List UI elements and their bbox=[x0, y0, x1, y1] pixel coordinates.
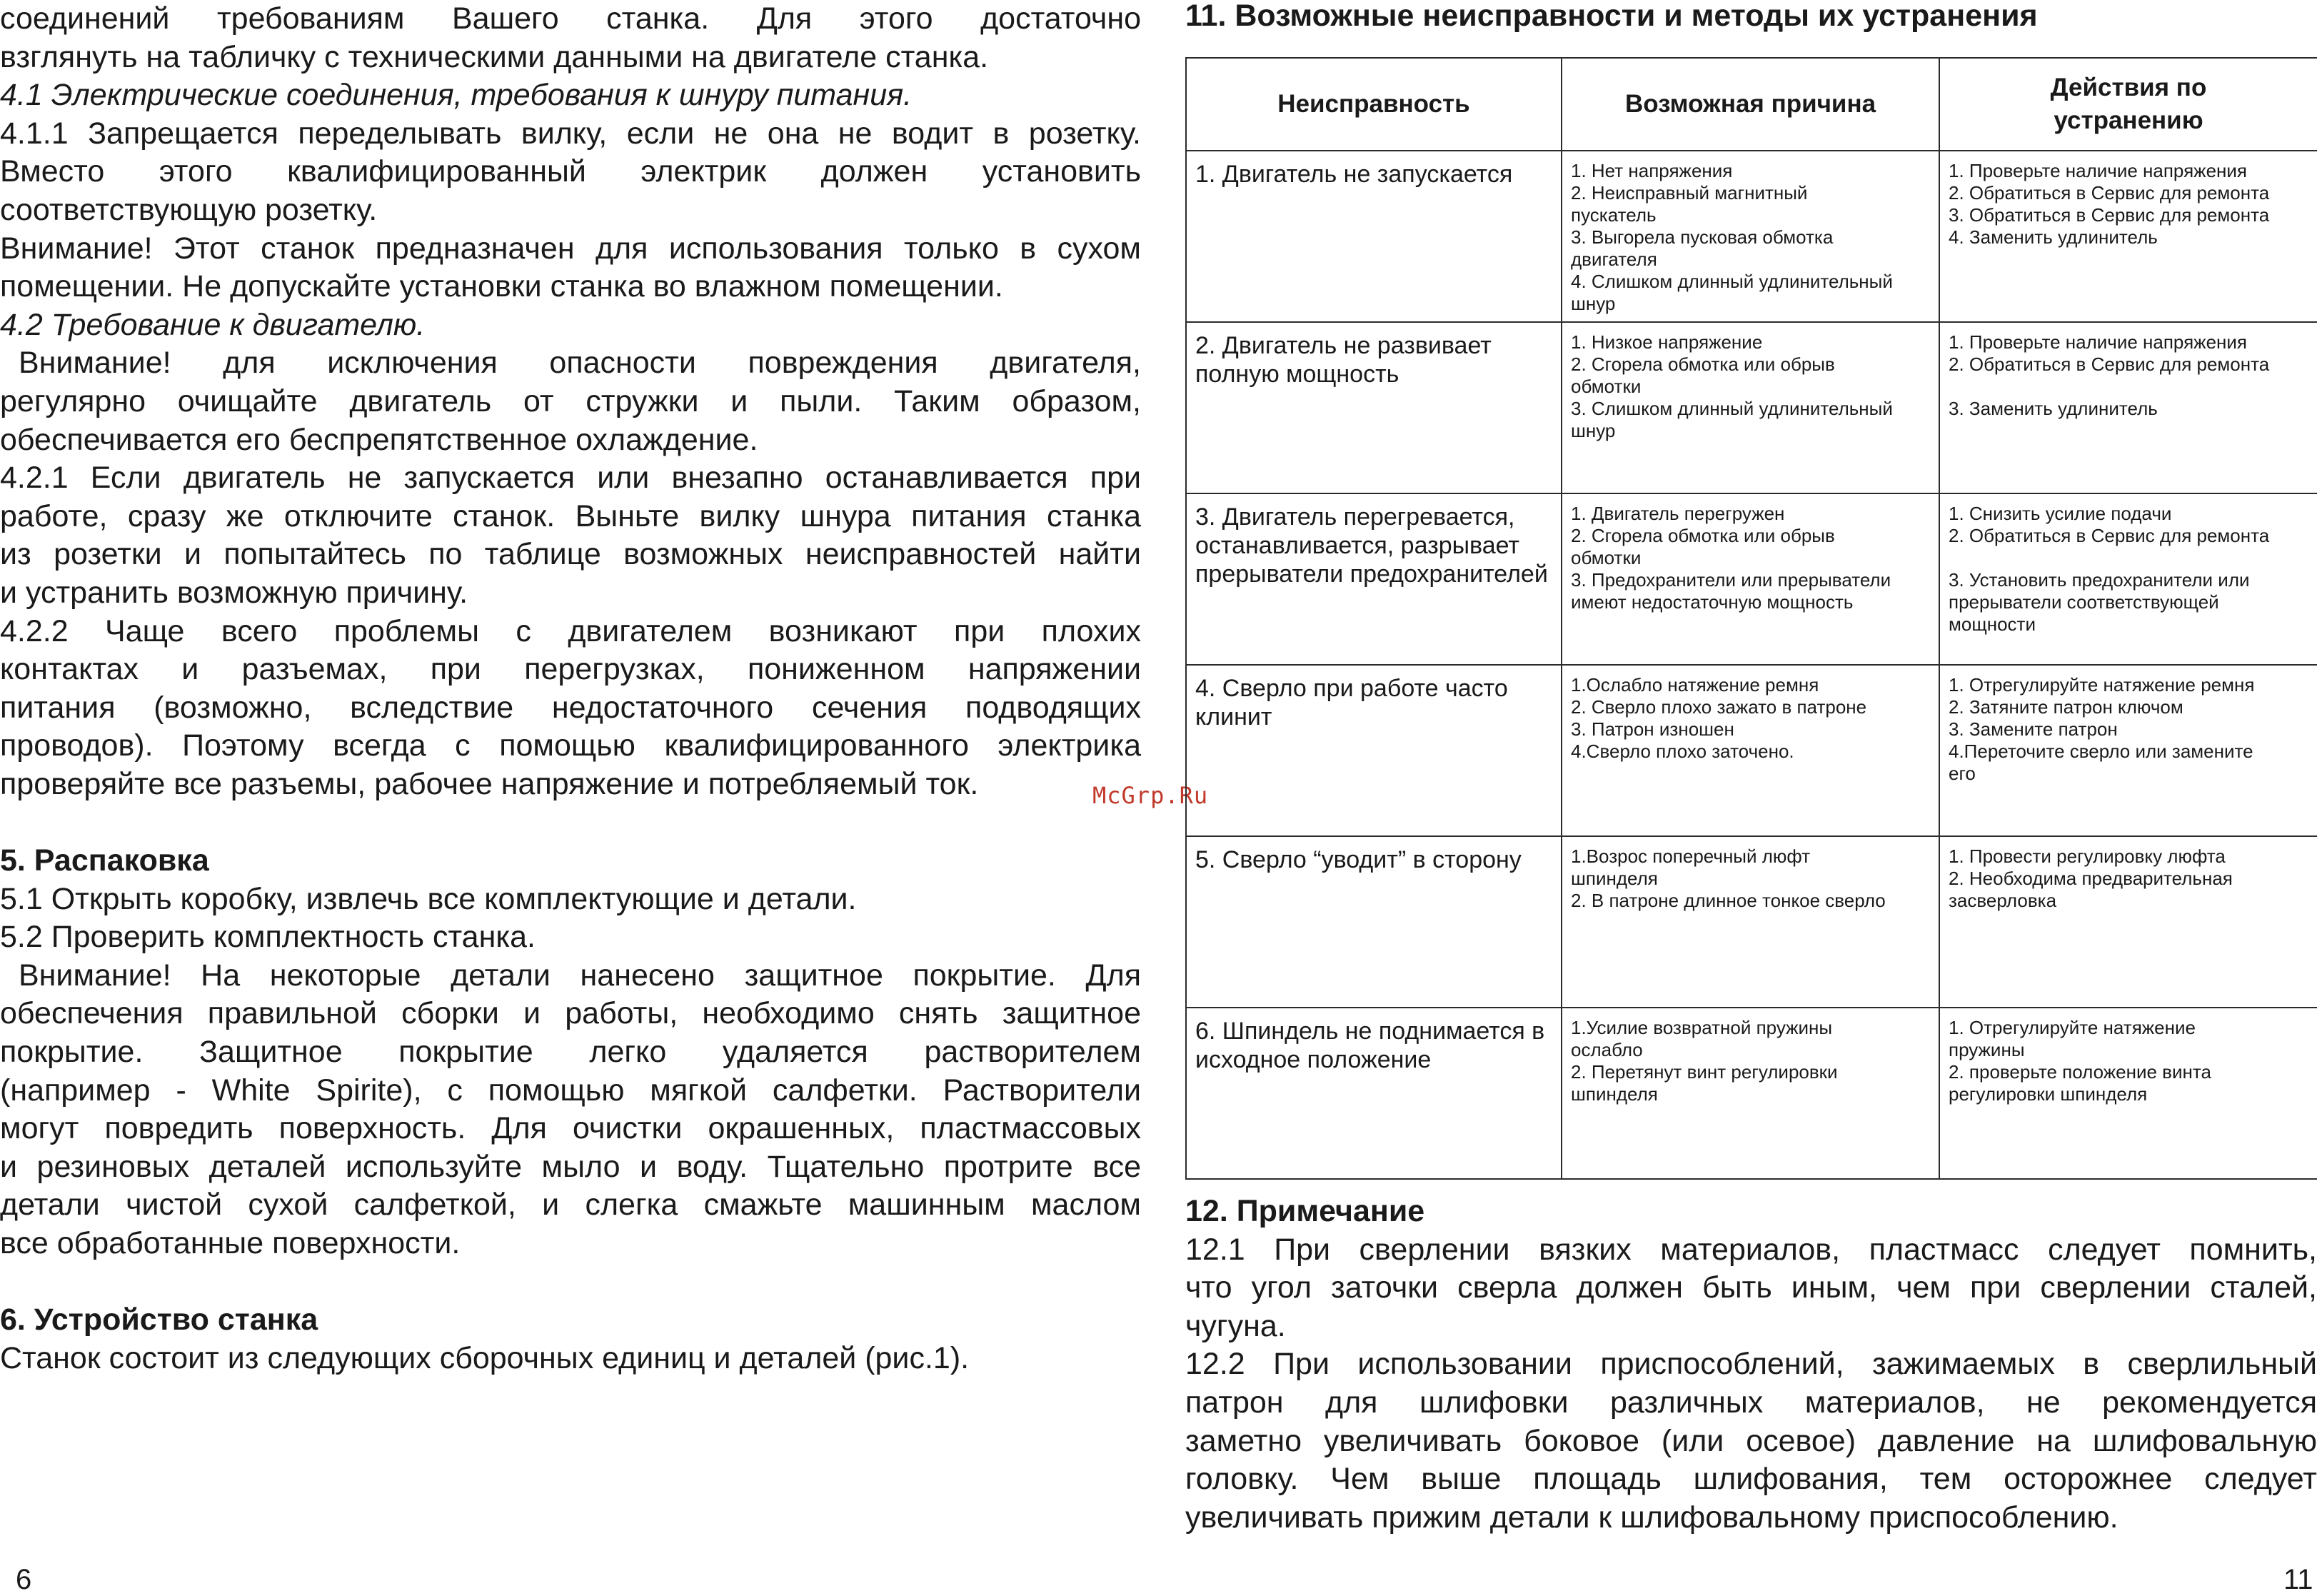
text-line: патрон для шлифовки различных материалов, не рекомендуется bbox=[1185, 1385, 2317, 1420]
text-line: 4.2 Требование к двигателю. bbox=[0, 307, 426, 342]
cell-line: обмотки bbox=[1571, 376, 1642, 397]
table-header-row bbox=[1186, 58, 2317, 151]
page-number-left: 6 bbox=[16, 1564, 32, 1595]
text-line: чугуна. bbox=[1185, 1308, 1286, 1343]
header-fault: Неисправность bbox=[1186, 58, 1562, 151]
cell-line: 2. проверьте положение винта bbox=[1949, 1061, 2211, 1083]
fault-cell: 3. Двигатель перегревается, останавливается, разрывает прерыватели предохранителей bbox=[1186, 493, 1562, 665]
cell-line: имеют недостаточную мощность bbox=[1571, 591, 1854, 613]
cell-line: 1. Нет напряжения bbox=[1571, 160, 1733, 181]
cause-cell bbox=[1562, 322, 1939, 493]
table-body bbox=[1186, 151, 2317, 1179]
cell-line: прерыватели соответствующей bbox=[1949, 591, 2219, 613]
cell-line: 2. Неисправный магнитный bbox=[1571, 182, 1808, 204]
cell-line: 3. Заменить удлинитель bbox=[1949, 398, 2158, 419]
troubleshooting-table bbox=[1185, 57, 2317, 1180]
cell-line: 1.Ослабло натяжение ремня bbox=[1571, 674, 1819, 696]
text-line: Внимание! На некоторые детали нанесено защитное покрытие. Для bbox=[19, 958, 1141, 993]
text-line: 4.2.2 Чаще всего проблемы с двигателем возникают при плохих bbox=[0, 613, 1141, 648]
cell-line: обмотки bbox=[1571, 547, 1642, 568]
cell-line: 2. Обратиться в Сервис для ремонта bbox=[1949, 525, 2270, 546]
cell-line: мощности bbox=[1949, 613, 2036, 635]
fault-cell: 6. Шпиндель не поднимается в исходное положение bbox=[1186, 1008, 1562, 1179]
cell-line: шнур bbox=[1571, 420, 1616, 441]
text-line: соединений требованиям Вашего станка. Для этого достаточно bbox=[0, 1, 1141, 36]
text-line: 4.2.1 Если двигатель не запускается или внезапно останавливается при bbox=[0, 461, 1141, 496]
cause-cell bbox=[1562, 1008, 1939, 1179]
fault-cell: 1. Двигатель не запускается bbox=[1186, 151, 1562, 322]
header-cause: Возможная причина bbox=[1562, 58, 1939, 151]
left-text-block-1 bbox=[0, 0, 1141, 803]
cell-line: 1. Двигатель перегружен bbox=[1571, 503, 1785, 524]
cell-line: шпинделя bbox=[1571, 1083, 1658, 1105]
action-cell bbox=[1939, 665, 2317, 836]
text-line: Внимание! для исключения опасности повреждения двигателя, bbox=[19, 346, 1141, 381]
cell-line: 2. Затяните патрон ключом bbox=[1949, 696, 2183, 718]
text-line: 12.2 При использовании приспособлений, зажимаемых в сверлильный bbox=[1185, 1347, 2317, 1382]
left-page bbox=[0, 0, 1141, 1377]
cell-line: пускатель bbox=[1571, 204, 1657, 226]
text-line: проводов). Поэтому всегда с помощью квалифицированного электрика bbox=[0, 728, 1141, 763]
cell-line: ослабло bbox=[1571, 1039, 1643, 1060]
cell-line: 3. Патрон изношен bbox=[1571, 718, 1734, 740]
left-text-block-2 bbox=[0, 880, 1141, 1263]
text-line: покрытие. Защитное покрытие легко удаляется растворителем bbox=[0, 1035, 1141, 1070]
header-actions: Действия по устранению bbox=[1939, 58, 2317, 151]
text-line: что угол заточки сверла должен быть иным, чем при сверлении сталей, bbox=[1185, 1270, 2317, 1305]
text-line: из розетки и попытайтесь по таблице возможных неисправностей найти bbox=[0, 537, 1141, 572]
text-line: 5.2 Проверить комплектность станка. bbox=[0, 920, 536, 955]
cell-line: 4.Переточите сверло или замените bbox=[1949, 741, 2253, 762]
text-line: могут повредить поверхность. Для очистки окрашенных, пластмассовых bbox=[0, 1111, 1141, 1146]
text-line: 12.1 При сверлении вязких материалов, пластмасс следует помнить, bbox=[1185, 1232, 2317, 1267]
cell-line: 3. Предохранители или прерыватели bbox=[1571, 569, 1891, 591]
cell-line: 3. Обратиться в Сервис для ремонта bbox=[1949, 204, 2270, 226]
text-line: соответствующую розетку. bbox=[0, 192, 378, 227]
section-5-heading: 5. Распаковка bbox=[0, 843, 209, 878]
cell-line: 1.Возрос поперечный люфт bbox=[1571, 845, 1811, 867]
text-line: 5.1 Открыть коробку, извлечь все комплектующие и детали. bbox=[0, 881, 857, 916]
right-page bbox=[1185, 0, 2317, 1537]
cell-line: 2. Сгорела обмотка или обрыв bbox=[1571, 353, 1835, 375]
text-line: помещении. Не допускайте установки станка во влажном помещении. bbox=[0, 269, 1003, 304]
cell-line: 3. Установить предохранители или bbox=[1949, 569, 2250, 591]
cause-cell bbox=[1562, 836, 1939, 1008]
cell-line: 2. Обратиться в Сервис для ремонта bbox=[1949, 353, 2270, 375]
cell-line: 1.Усилие возвратной пружины bbox=[1571, 1017, 1833, 1038]
cell-line: 4.Сверло плохо заточено. bbox=[1571, 741, 1794, 762]
text-line: проверяйте все разъемы, рабочее напряжение и потребляемый ток. bbox=[0, 766, 979, 801]
text-line: обеспечивается его беспрепятственное охлаждение. bbox=[0, 422, 758, 457]
text-line: регулярно очищайте двигатель от стружки и пыли. Таким образом, bbox=[0, 383, 1141, 418]
cell-line: шнур bbox=[1571, 293, 1616, 314]
action-cell bbox=[1939, 151, 2317, 322]
cell-line: 2. В патроне длинное тонкое сверло bbox=[1571, 890, 1886, 911]
cell-line: 2. Сгорела обмотка или обрыв bbox=[1571, 525, 1835, 546]
text-line: 4.1 Электрические соединения, требования к шнуру питания. bbox=[0, 78, 913, 113]
cell-line bbox=[1949, 547, 2308, 569]
cell-line: регулировки шпинделя bbox=[1949, 1083, 2148, 1105]
cell-line: 2. Обратиться в Сервис для ремонта bbox=[1949, 182, 2270, 204]
cell-line: 4. Слишком длинный удлинительный bbox=[1571, 271, 1893, 292]
text-line: (например - White Spirite), с помощью мягкой салфетки. Растворители bbox=[0, 1073, 1141, 1108]
table-row bbox=[1186, 665, 2317, 836]
table-row bbox=[1186, 836, 2317, 1008]
action-cell bbox=[1939, 1008, 2317, 1179]
section-11-heading: 11. Возможные неисправности и методы их устранения bbox=[1185, 0, 2038, 33]
cell-line: 1. Низкое напряжение bbox=[1571, 331, 1763, 353]
table-row bbox=[1186, 493, 2317, 665]
cell-line: 2. Перетянут винт регулировки bbox=[1571, 1061, 1838, 1083]
text-line: 4.1.1 Запрещается переделывать вилку, если не она не водит в розетку. bbox=[0, 116, 1141, 151]
fault-cell: 2. Двигатель не развивает полную мощность bbox=[1186, 322, 1562, 493]
section-6-heading: 6. Устройство станка bbox=[0, 1303, 318, 1337]
action-cell bbox=[1939, 836, 2317, 1008]
cell-line: пружины bbox=[1949, 1039, 2025, 1060]
cell-line: его bbox=[1949, 763, 1976, 784]
cell-line bbox=[1949, 376, 2308, 398]
text-line: заметно увеличивать боковое (или осевое) давление на шлифовальную bbox=[1185, 1423, 2317, 1458]
notes-section bbox=[1185, 1193, 2317, 1537]
text-line: головку. Чем выше площадь шлифования, тем осторожнее следует bbox=[1185, 1462, 2317, 1497]
text-line: питания (возможно, вследствие недостаточного сечения подводящих bbox=[0, 690, 1141, 725]
text-line: обеспечения правильной сборки и работы, необходимо снять защитное bbox=[0, 996, 1141, 1031]
action-cell bbox=[1939, 493, 2317, 665]
text-line: работе, сразу же отключите станок. Выньте вилку шнура питания станка bbox=[0, 498, 1141, 533]
cell-line: 1. Проверьте наличие напряжения bbox=[1949, 160, 2247, 181]
fault-cell: 4. Сверло при работе часто клинит bbox=[1186, 665, 1562, 836]
cause-cell bbox=[1562, 493, 1939, 665]
cell-line: 1. Провести регулировку люфта bbox=[1949, 845, 2226, 867]
text-line: и резиновых деталей используйте мыло и воду. Тщательно протрите все bbox=[0, 1149, 1141, 1184]
text-line: и устранить возможную причину. bbox=[0, 575, 468, 610]
table-row bbox=[1186, 1008, 2317, 1179]
fault-cell: 5. Сверло “уводит” в сторону bbox=[1186, 836, 1562, 1008]
cell-line: 1. Проверьте наличие напряжения bbox=[1949, 331, 2247, 353]
text-line: увеличивать прижим детали к шлифовальному приспособлению. bbox=[1185, 1500, 2119, 1535]
section-6-text: Станок состоит из следующих сборочных единиц и деталей (рис.1). bbox=[0, 1340, 970, 1375]
notes-text bbox=[1185, 1231, 2317, 1537]
table-row bbox=[1186, 151, 2317, 322]
section-12-heading: 12. Примечание bbox=[1185, 1194, 1425, 1228]
text-line: Вместо этого квалифицированный электрик должен установить bbox=[0, 154, 1141, 189]
cell-line: 3. Замените патрон bbox=[1949, 718, 2118, 740]
cause-cell bbox=[1562, 151, 1939, 322]
cell-line: двигателя bbox=[1571, 249, 1657, 270]
cell-line: 3. Выгорела пусковая обмотка bbox=[1571, 226, 1834, 248]
action-cell bbox=[1939, 322, 2317, 493]
page-number-right: 11 bbox=[2283, 1564, 2313, 1595]
cell-line: 2. Сверло плохо зажато в патроне bbox=[1571, 696, 1867, 718]
text-line: детали чистой сухой салфеткой, и слегка смажьте машинным маслом bbox=[0, 1188, 1141, 1223]
cell-line: 1. Снизить усилие подачи bbox=[1949, 503, 2172, 524]
cell-line: 4. Заменить удлинитель bbox=[1949, 226, 2158, 248]
cell-line: 3. Слишком длинный удлинительный bbox=[1571, 398, 1893, 419]
cell-line: 1. Отрегулируйте натяжение ремня bbox=[1949, 674, 2255, 696]
text-line: Внимание! Этот станок предназначен для использования только в сухом bbox=[0, 231, 1141, 266]
cell-line: 1. Отрегулируйте натяжение bbox=[1949, 1017, 2196, 1038]
text-line: контактах и разъемах, при перегрузках, пониженном напряжении bbox=[0, 652, 1141, 687]
cell-line: шпинделя bbox=[1571, 868, 1658, 889]
cause-cell bbox=[1562, 665, 1939, 836]
text-line: взглянуть на табличку с техническими данными на двигателе станка. bbox=[0, 39, 989, 74]
watermark-text: McGrp.Ru bbox=[1092, 782, 1209, 809]
cell-line: 2. Необходима предварительная bbox=[1949, 868, 2233, 889]
cell-line: засверловка bbox=[1949, 890, 2057, 911]
table-row bbox=[1186, 322, 2317, 493]
text-line: все обработанные поверхности. bbox=[0, 1226, 461, 1260]
